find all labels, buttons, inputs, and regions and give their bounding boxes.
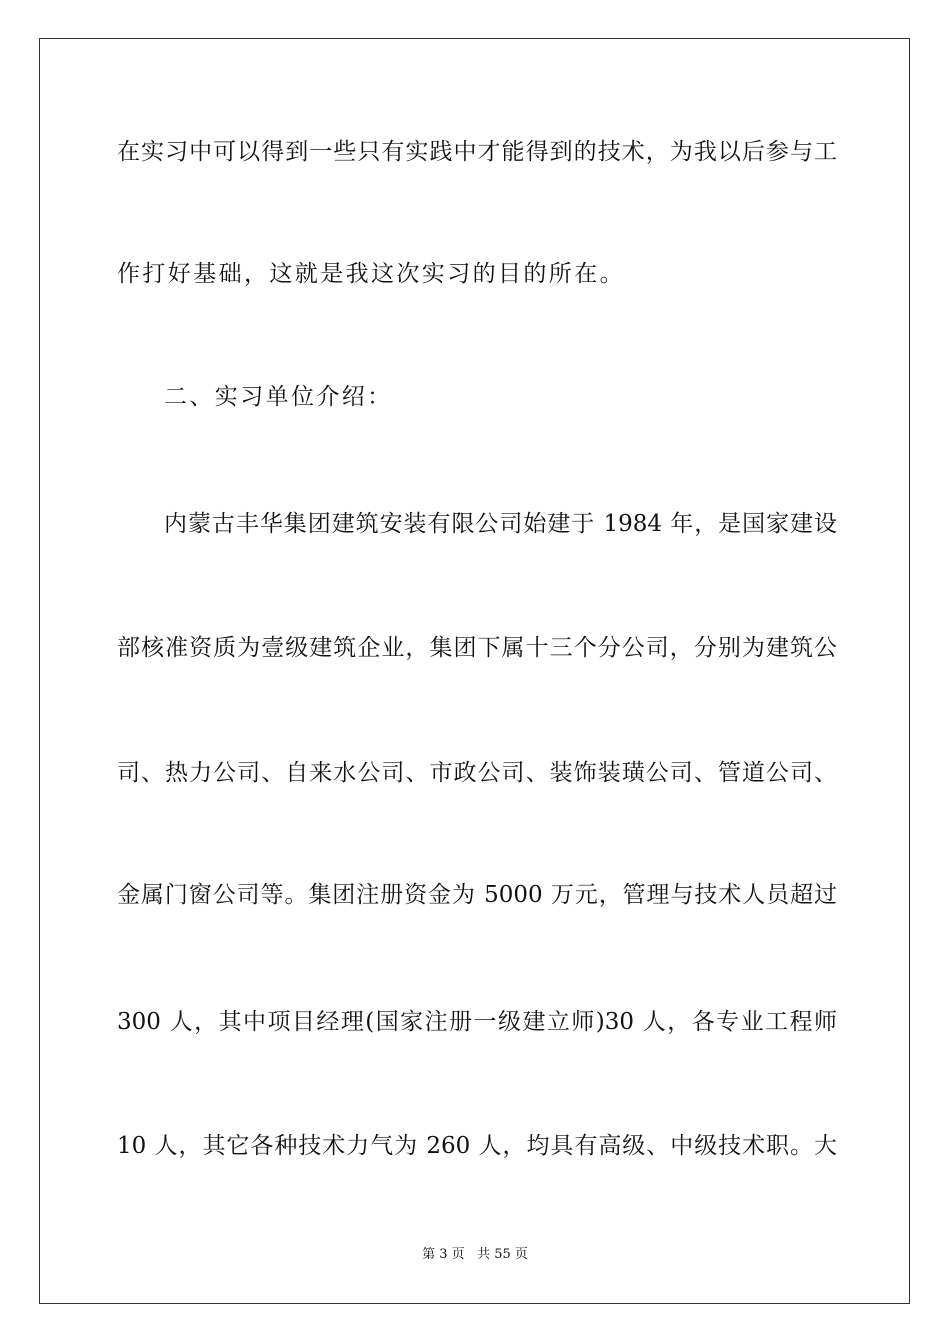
page-number: 第 3 页	[422, 1247, 465, 1262]
body-text-line-2: 作打好基础，这就是我这次实习的目的所在。	[117, 261, 625, 287]
body-text-line-9: 10 人，其它各种技术力气为 260 人，均具有高级、中级技术职。大	[117, 1133, 837, 1159]
body-text-line-5: 部核准资质为壹级建筑企业，集团下属十三个分公司，分别为建筑公	[117, 635, 837, 661]
body-text-line-1: 在实习中可以得到一些只有实践中才能得到的技术，为我以后参与工	[117, 139, 837, 165]
body-text-line-7: 金属门窗公司等。集团注册资金为 5000 万元，管理与技术人员超过	[117, 882, 837, 908]
body-text-line-6: 司、热力公司、自来水公司、市政公司、装饰装璜公司、管道公司、	[117, 760, 837, 786]
page-border	[39, 38, 910, 1304]
page-footer	[0, 1247, 950, 1263]
section-heading: 二、实习单位介绍：	[164, 384, 393, 410]
total-pages: 共 55 页	[477, 1247, 528, 1262]
body-text-line-8: 300 人，其中项目经理(国家注册一级建立师)30 人，各专业工程师	[117, 1009, 837, 1035]
body-text-line-4: 内蒙古丰华集团建筑安装有限公司始建于 1984 年，是国家建设	[164, 511, 837, 537]
